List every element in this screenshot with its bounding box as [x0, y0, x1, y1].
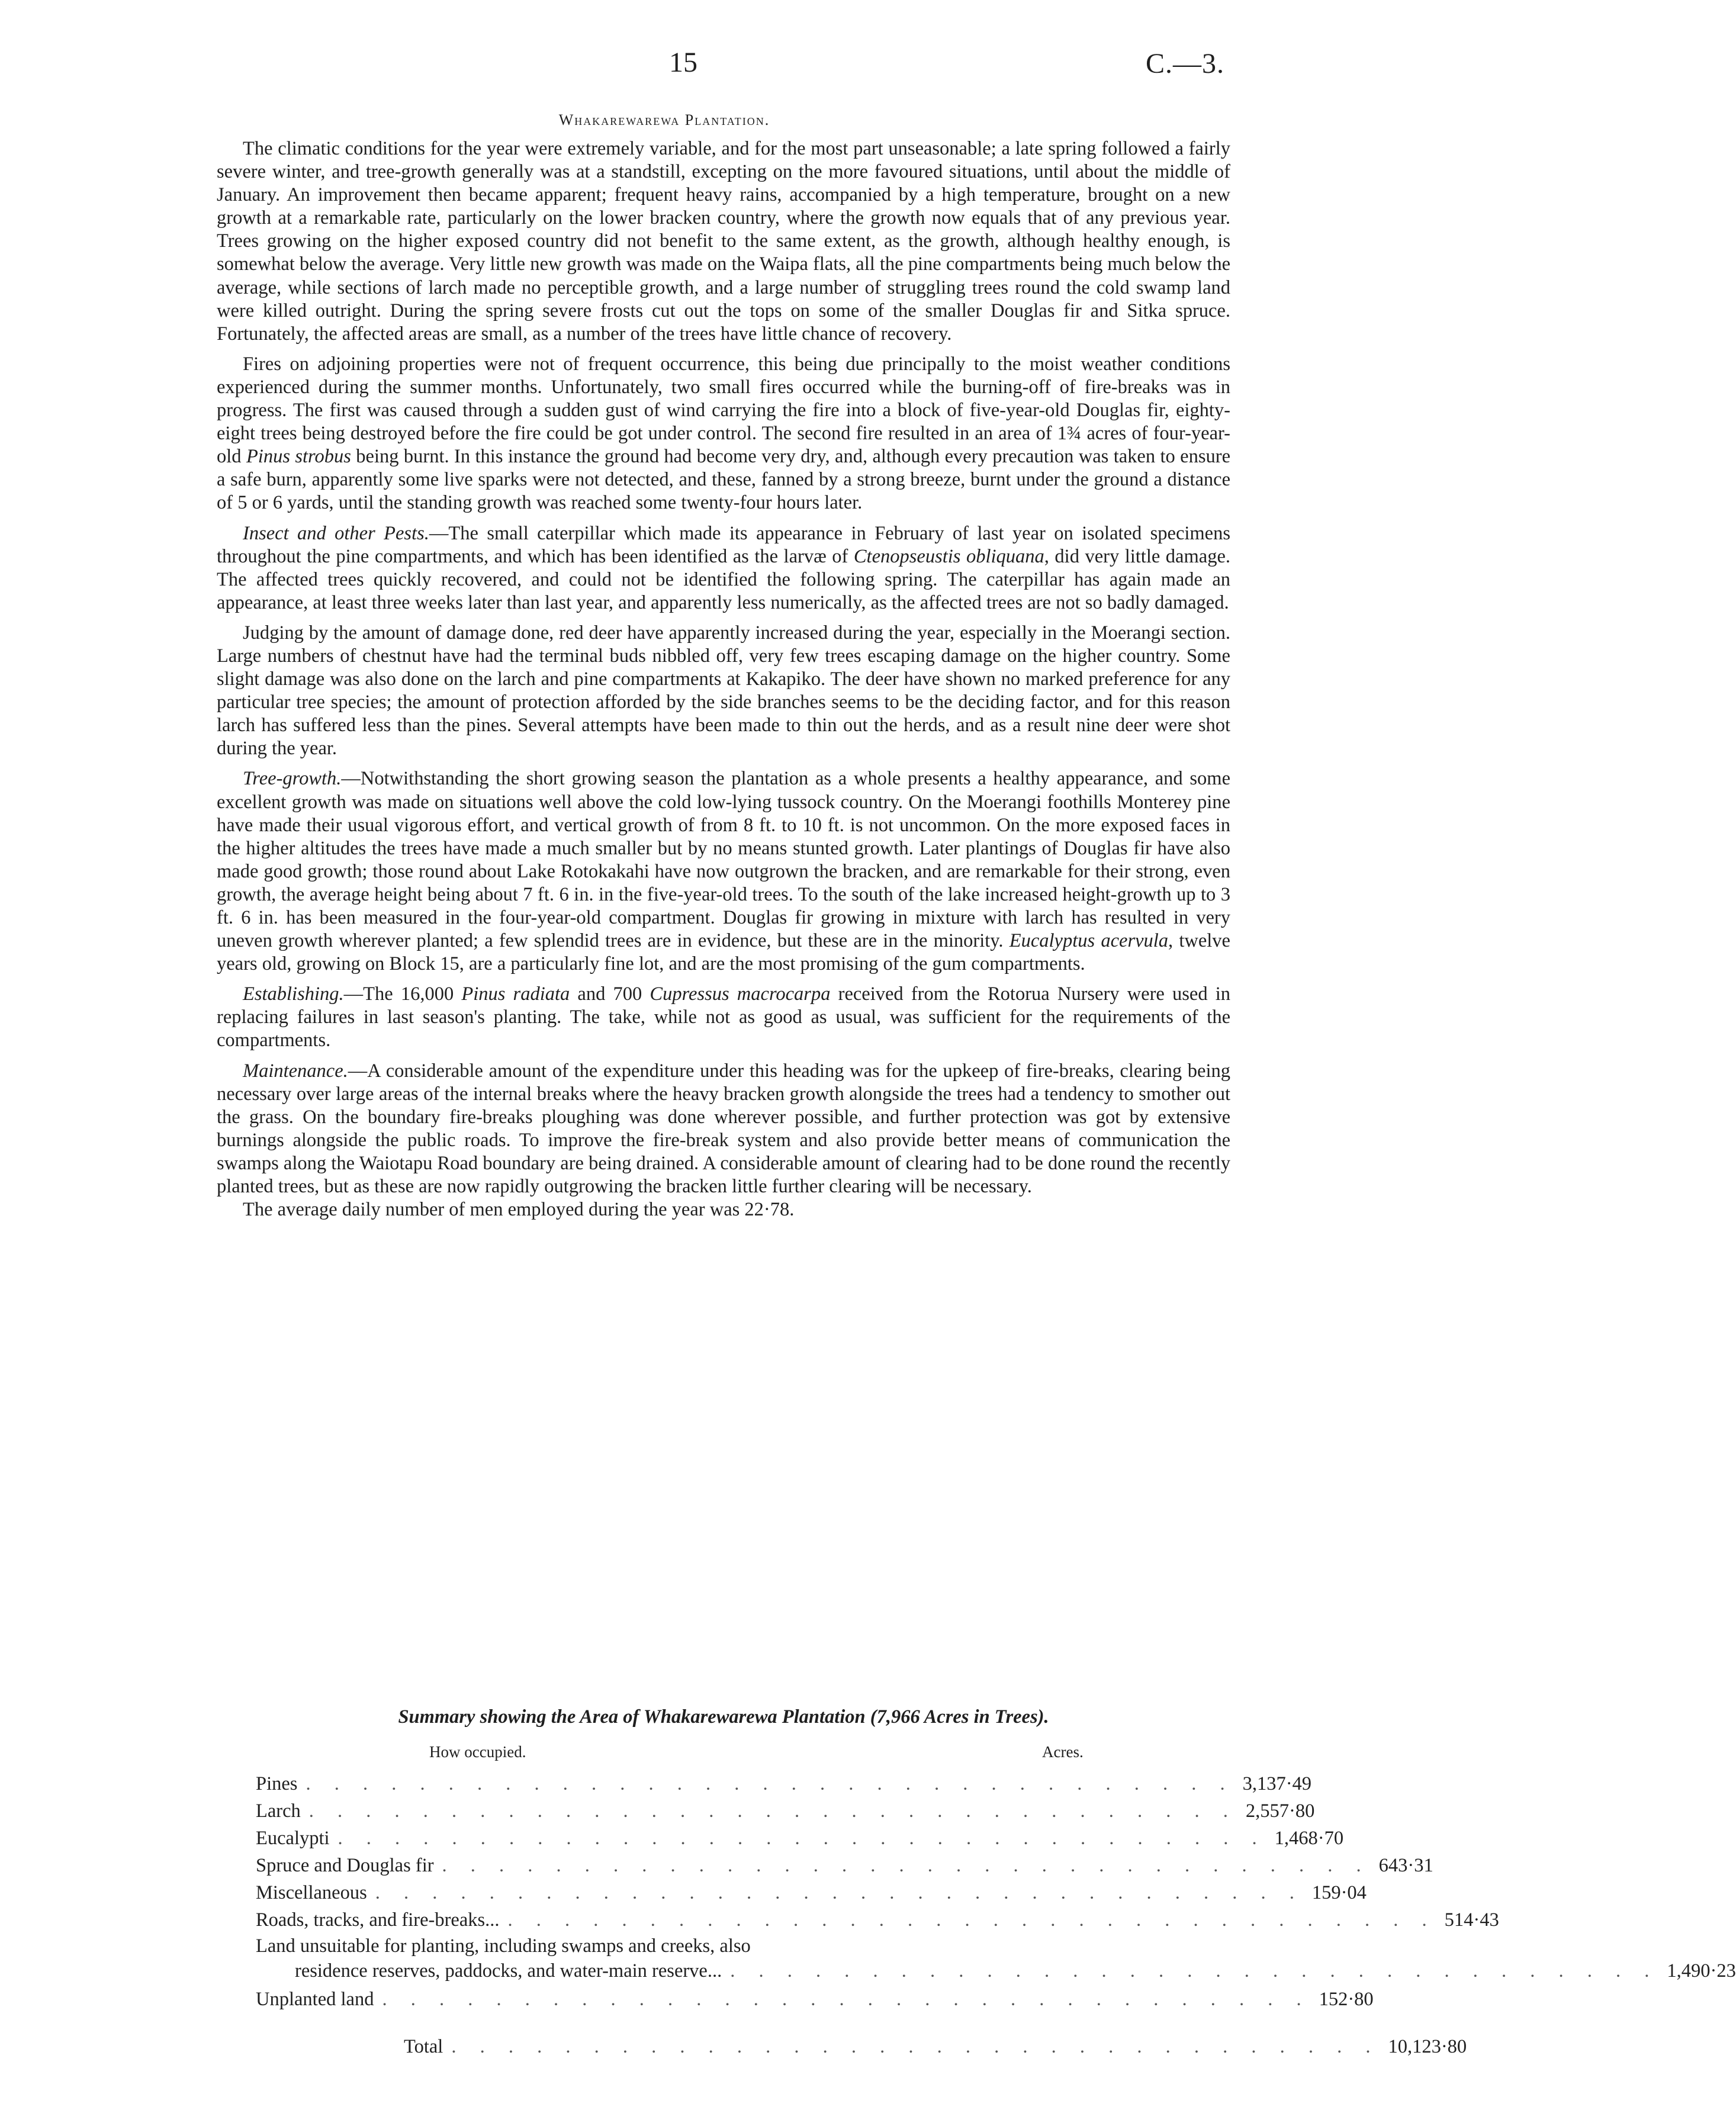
table-row: Unplanted land . . . . . . . . . . . . . . . . . . . . . . . . . . . . . . . . . 152·80 [256, 1989, 1374, 2010]
paragraph-deer: Judging by the amount of damage done, red deer have apparently increased during the year, especially in the Moerangi section. Large numbers of chestnut have had the terminal buds nibbled off, very few trees escaping damage on the higher country. Some slight damage was also done on the larch and pine compartments at Kakapiko. The deer have shown no marked preference for any particular tree species; the amount of protection afforded by the side branches seems to be the deciding factor, and for this reason larch has suffered less than the pines. Several attempts have been made to thin out the herds, and as a result nine deer were shot during the year. [217, 622, 1230, 760]
species-name: Pinus radiata [461, 983, 570, 1005]
species-name: Ctenopseustis obliquana [853, 545, 1044, 567]
species-name: Pinus strobus [246, 446, 351, 468]
column-header-acres: Acres. [1042, 1743, 1084, 1761]
leader-dots: . . . . . . . . . . . . . . . . . . . . . . . . . . . . . . . . . [306, 1773, 1235, 1794]
leader-dots: . . . . . . . . . . . . . . . . . . . . . . . . . . . . . . . . . [382, 1989, 1311, 2010]
table-row: Land unsuitable for planting, including swamps and creeks, also residence reserves, paddocks, and water-main reserve... . . . . . . . . . . . . . . . . . . . . . . . . . . . . . . . . . 1,490·23 [256, 1931, 1239, 1983]
paragraph-men-employed: The average daily number of men employed during the year was 22·78. [243, 1199, 795, 1221]
subheading-maintenance: Maintenance. [243, 1060, 348, 1082]
page-number: 15 [669, 47, 697, 78]
paragraph-maintenance: Maintenance.—A considerable amount of the expenditure under this heading was for the upkeep of fire-breaks, clearing being necessary over large areas of the internal breaks where the heavy bracken growth alongside the trees had a tendency to smother out the grass. On the boundary fire-breaks ploughing was done wherever possible, and further protection was got by extensive burnings alongside the public roads. To improve the fire-break system and also provide better means of communication the swamps along the Waiotapu Road boundary are being drained. A considerable amount of clearing had to be done round the recently planted trees, but as these are now rapidly outgrowing the bracken little further clearing will be necessary. [217, 1060, 1230, 1198]
summary-title: Summary showing the Area of Whakarewarewa Plantation (7,966 Acres in Trees). [398, 1706, 1049, 1728]
paragraph-establishing: Establishing.—The 16,000 Pinus radiata and 700 Cupressus macrocarpa received from the Rotorua Nursery were used in replacing failures in last season's planting. The take, while not as good as usual, was sufficient for the requirements of the compartments. [217, 983, 1230, 1051]
table-row: Larch . . . . . . . . . . . . . . . . . . . . . . . . . . . . . . . . . 2,557·80 [256, 1800, 1315, 1822]
species-name: Eucalyptus acervula [1009, 930, 1169, 952]
subheading-pests: Insect and other Pests. [243, 522, 429, 544]
leader-dots: . . . . . . . . . . . . . . . . . . . . . . . . . . . . . . . . . [308, 1800, 1237, 1822]
table-row: Eucalypti . . . . . . . . . . . . . . . . . . . . . . . . . . . . . . . . . 1,468·70 [256, 1828, 1344, 1849]
leader-dots: . . . . . . . . . . . . . . . . . . . . . . . . . . . . . . . . . [730, 1960, 1659, 1982]
fraction: ¾ [1066, 423, 1082, 445]
table-row: Spruce and Douglas fir . . . . . . . . . . . . . . . . . . . . . . . . . . . . . . . . . 643·31 [256, 1855, 1433, 1876]
paragraph-climate: The climatic conditions for the year were extremely variable, and for the most part unseasonable; a late spring followed a fairly severe winter, and tree-growth generally was at a standstill, excepting on the more favoured situations, until about the middle of January. An improvement then became apparent; frequent heavy rains, accompanied by a high temperature, brought on a new growth at a remarkable rate, particularly on the lower bracken country, where the growth now equals that of any previous year. Trees growing on the higher exposed country did not benefit to the same extent, as the growth, although healthy enough, is somewhat below the average. Very little new growth was made on the Waipa flats, all the pine compartments being much below the average, while sections of larch made no perceptible growth, and a large number of struggling trees round the cold swamp land were killed outright. During the spring severe frosts cut out the tops on some of the smaller Douglas fir and Sitka spruce. Fortunately, the affected areas are small, as a number of the trees have little chance of recovery. [217, 138, 1230, 345]
paragraph-fires: Fires on adjoining properties were not of frequent occurrence, this being due principally to the moist weather conditions experienced during the summer months. Unfortunately, two small fires occurred while the burning-off of fire-breaks was in progress. The first was caused through a sudden gust of wind carrying the fire into a block of five-year-old Douglas fir, eighty-eight trees being destroyed before the fire could be got under control. The second fire resulted in an area of 1¾ acres of four-year-old Pinus strobus being burnt. In this instance the ground had become very dry, and, although every precaution was taken to ensure a safe burn, apparently some live sparks were not detected, and these, fanned by a strong breeze, burnt under the ground a distance of 5 or 6 yards, until the standing growth was reached some twenty-four hours later. [217, 353, 1230, 514]
leader-dots: . . . . . . . . . . . . . . . . . . . . . . . . . . . . . . . . . [507, 1909, 1436, 1931]
species-name: Cupressus macrocarpa [650, 983, 831, 1005]
summary-table [256, 1768, 1736, 2058]
section-heading: Whakarewarewa Plantation. [558, 111, 770, 128]
table-row: Miscellaneous . . . . . . . . . . . . . . . . . . . . . . . . . . . . . . . . . 159·04 [256, 1882, 1367, 1903]
paragraph-tree-growth: Tree-growth.—Notwithstanding the short growing season the plantation as a whole presents a healthy appearance, and some excellent growth was made on situations well above the cold low-lying tussock country. On the Moerangi foothills Monterey pine have made their usual vigorous effort, and vertical growth of from 8 ft. to 10 ft. is not uncommon. On the more exposed faces in the higher altitudes the trees have made a much smaller but by no means stunted growth. Later plantings of Douglas fir have also made good growth; those round about Lake Rotokakahi have now outgrown the bracken, and are remarkable for their strong, even growth, the average height being about 7 ft. 6 in. in the five-year-old trees. To the south of the lake increased height-growth up to 3 ft. 6 in. has been measured in the four-year-old compartment. Douglas fir growing in mixture with larch has resulted in very uneven growth wherever planted; a few splendid trees are in evidence, but these are in the minority. Eucalyptus acervula, twelve years old, growing on Block 15, are a particularly fine lot, and are the most promising of the gum compartments. [217, 768, 1230, 975]
leader-dots: . . . . . . . . . . . . . . . . . . . . . . . . . . . . . . . . . [375, 1882, 1304, 1903]
document-reference: C.—3. [1146, 48, 1225, 79]
table-row: Pines . . . . . . . . . . . . . . . . . . . . . . . . . . . . . . . . . 3,137·49 [256, 1773, 1312, 1794]
table-total-row: Total . . . . . . . . . . . . . . . . . . . . . . . . . . . . . . . . . 10,123·80 [404, 2036, 1467, 2057]
paragraph-pests: Insect and other Pests.—The small caterpillar which made its appearance in February of last year on isolated specimens throughout the pine compartments, and which has been identified as the larvæ of Ctenopseustis obliquana, did very little damage. The affected trees quickly recovered, and could not be identified the following spring. The caterpillar has again made an appearance, at least three weeks later than last year, and apparently less numerically, as the affected trees are not so badly damaged. [217, 522, 1230, 613]
table-row: Roads, tracks, and fire-breaks... . . . . . . . . . . . . . . . . . . . . . . . . . . . . . . . . . 514·43 [256, 1909, 1499, 1931]
column-header-how-occupied: How occupied. [429, 1743, 526, 1761]
leader-dots: . . . . . . . . . . . . . . . . . . . . . . . . . . . . . . . . . [442, 1855, 1371, 1876]
subheading-establishing: Establishing. [243, 983, 344, 1005]
subheading-tree-growth: Tree-growth. [243, 768, 342, 790]
body-text [217, 137, 1230, 1221]
leader-dots: . . . . . . . . . . . . . . . . . . . . . . . . . . . . . . . . . [451, 2036, 1380, 2057]
leader-dots: . . . . . . . . . . . . . . . . . . . . . . . . . . . . . . . . . [337, 1828, 1266, 1849]
